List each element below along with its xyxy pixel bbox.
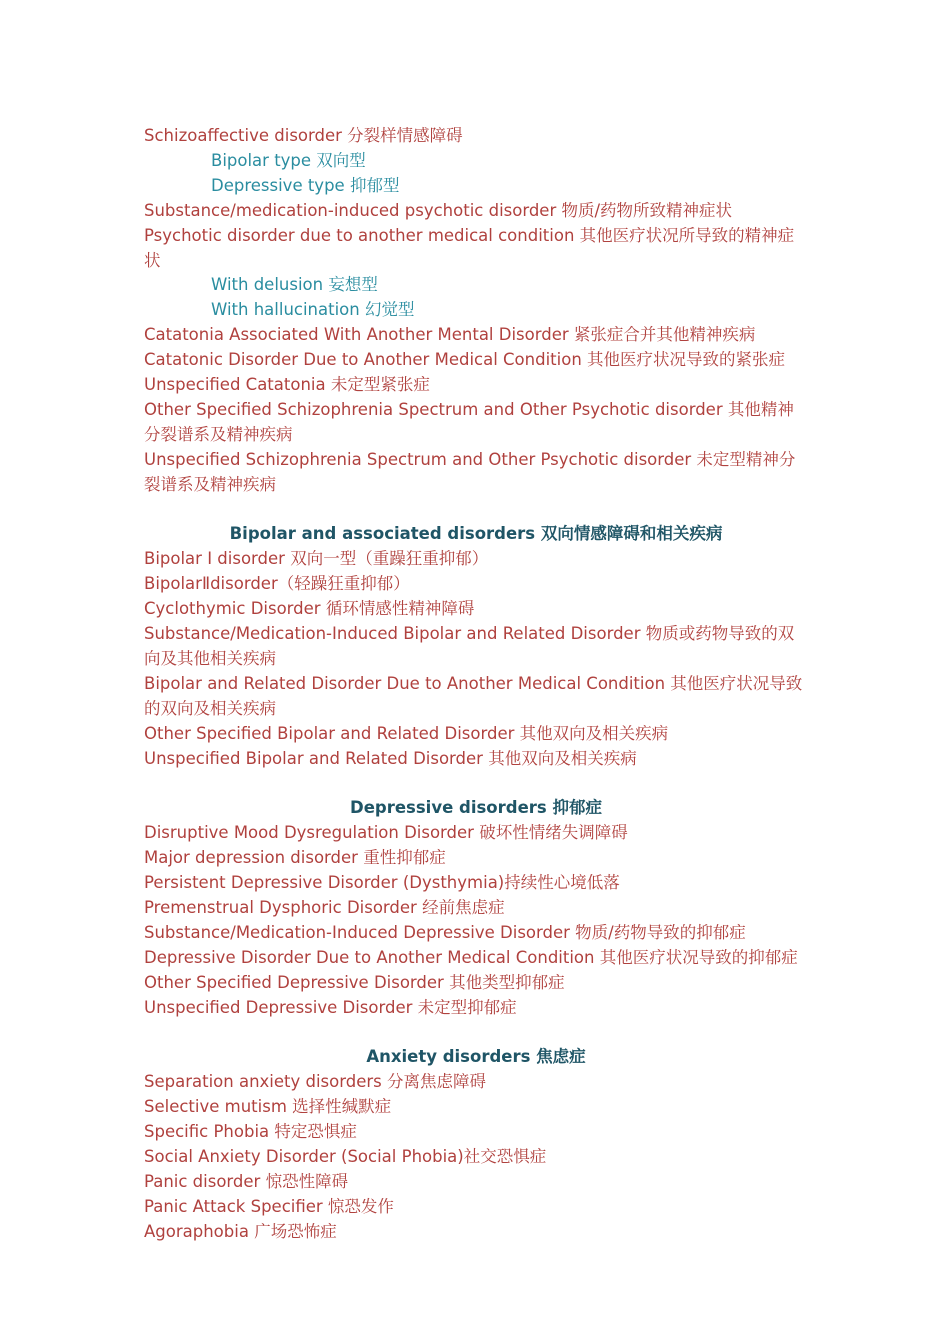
subtype-item: With hallucination 幻觉型 [211,300,415,320]
section-2 [144,796,808,1020]
disorder-item: Unspecified Depressive Disorder 未定型抑郁症 [144,997,517,1017]
disorder-item: Persistent Depressive Disorder (Dysthymia)持续性心境低落 [144,873,620,893]
disorder-item: Other Specified Depressive Disorder 其他类型抑郁症 [144,972,565,992]
disorder-item: Substance/Medication-Induced Bipolar and Related Disorder 物质或药物导致的双向及其他相关疾病 [144,624,795,669]
section-1 [144,522,808,771]
disorder-item: Selective mutism 选择性缄默症 [144,1097,392,1117]
disorder-item: Social Anxiety Disorder (Social Phobia)社交恐惧症 [144,1147,547,1167]
disorder-item: Cyclothymic Disorder 循环情感性精神障碍 [144,599,475,619]
section-heading: Depressive disorders 抑郁症 [350,798,602,818]
subtype-item: Depressive type 抑郁型 [211,175,400,195]
disorder-item: Psychotic disorder due to another medical condition 其他医疗状况所导致的精神症状 [144,225,795,270]
disorder-item: Specific Phobia 特定恐惧症 [144,1122,357,1142]
disorder-item: Panic disorder 惊恐性障碍 [144,1172,349,1192]
disorder-item: Bipolar I disorder 双向一型（重躁狂重抑郁） [144,549,489,569]
disorder-item: Disruptive Mood Dysregulation Disorder 破坏性情绪失调障碍 [144,823,628,843]
disorder-item: Panic Attack Specifier 惊恐发作 [144,1196,394,1216]
disorder-item: Bipolar and Related Disorder Due to Another Medical Condition 其他医疗状况导致的双向及相关疾病 [144,673,803,718]
disorder-item: Other Specified Schizophrenia Spectrum and Other Psychotic disorder 其他精神分裂谱系及精神疾病 [144,399,794,444]
disorder-item: Other Specified Bipolar and Related Disorder 其他双向及相关疾病 [144,723,669,743]
disorder-item: Premenstrual Dysphoric Disorder 经前焦虑症 [144,898,505,918]
subtype-item: Bipolar type 双向型 [211,150,366,170]
section-heading: Bipolar and associated disorders 双向情感障碍和相关疾病 [229,524,723,544]
disorder-item: Unspecified Bipolar and Related Disorder 其他双向及相关疾病 [144,748,637,768]
disorder-item: Separation anxiety disorders 分离焦虑障碍 [144,1072,486,1092]
disorder-item: BipolarⅡdisorder（轻躁狂重抑郁） [144,574,410,594]
disorder-item: Depressive Disorder Due to Another Medical Condition 其他医疗状况导致的抑郁症 [144,947,798,967]
document-page [144,124,808,1245]
disorder-item: Agoraphobia 广场恐怖症 [144,1221,337,1241]
disorder-item: Major depression disorder 重性抑郁症 [144,848,446,868]
disorder-item: Unspecified Schizophrenia Spectrum and Other Psychotic disorder 未定型精神分裂谱系及精神疾病 [144,449,796,494]
disorder-item: Catatonic Disorder Due to Another Medical Condition 其他医疗状况导致的紧张症 [144,350,786,370]
section-3 [144,1045,808,1244]
disorder-item: Schizoaffective disorder 分裂样情感障碍 [144,126,463,145]
disorder-item: Substance/Medication-Induced Depressive Disorder 物质/药物导致的抑郁症 [144,922,746,942]
subtype-item: With delusion 妄想型 [211,275,378,295]
disorder-item: Unspecified Catatonia 未定型紧张症 [144,375,430,395]
disorder-item: Catatonia Associated With Another Mental Disorder 紧张症合并其他精神疾病 [144,325,756,345]
section-0 [144,124,808,498]
section-heading: Anxiety disorders 焦虑症 [366,1047,586,1067]
disorder-item: Substance/medication-induced psychotic disorder 物质/药物所致精神症状 [144,200,733,220]
